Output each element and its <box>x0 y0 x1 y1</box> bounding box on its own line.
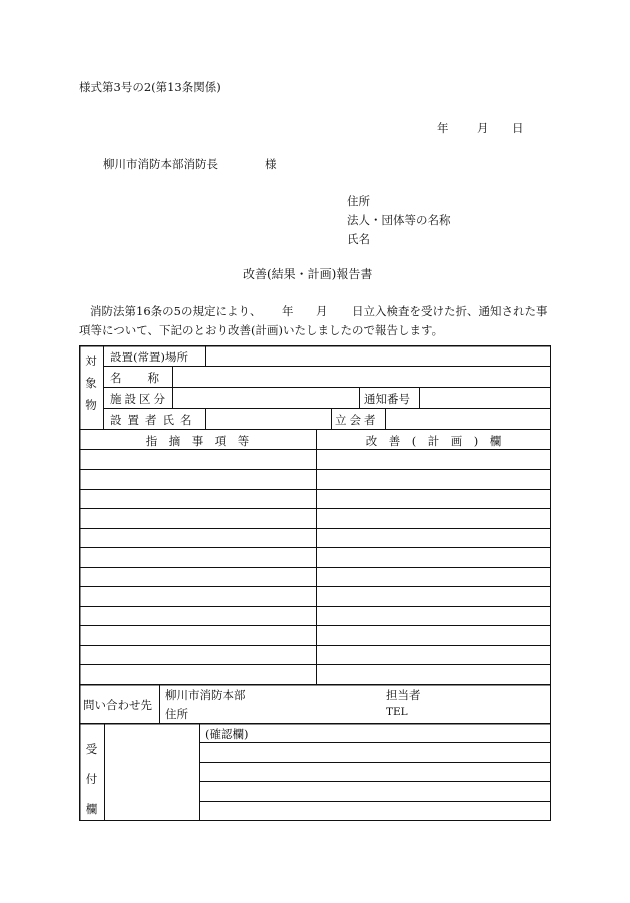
reporter-name-label: 氏名 <box>347 232 370 246</box>
body-line1-month: 月 <box>316 304 328 318</box>
reception-label <box>79 741 104 817</box>
report-form-table <box>79 345 551 821</box>
inquiry-label: 問い合わせ先 <box>83 698 152 712</box>
tel-label: TEL <box>386 706 408 718</box>
inquiry-org: 柳川市消防本部 <box>165 688 246 702</box>
date-day: 日 <box>512 121 524 135</box>
reception-label-char: 受 <box>85 742 98 756</box>
object-label-char: 対 <box>85 354 97 368</box>
body-line1-prefix: 消防法第16条の5の規定により、 <box>90 304 262 318</box>
body-line1-year: 年 <box>282 304 294 318</box>
person-label: 担当者 <box>386 688 421 702</box>
reporter-org-label: 法人・団体等の名称 <box>347 213 451 227</box>
page-title: 改善(結果・計画)報告書 <box>243 267 373 281</box>
name-label: 名 称 <box>110 371 160 385</box>
owner-label: 設置者氏名 <box>110 413 198 427</box>
reporter-address-label: 住所 <box>347 194 370 208</box>
date-month: 月 <box>477 121 489 135</box>
body-line1-suffix: 日立入検査を受けた折、通知された事 <box>352 304 548 318</box>
facility-label: 施設区分 <box>110 392 168 406</box>
addressee-honorific: 様 <box>265 157 277 171</box>
addressee-name: 柳川市消防本部消防長 <box>103 157 218 171</box>
date-year: 年 <box>437 121 449 135</box>
witness-label: 立会者 <box>335 413 379 427</box>
object-label <box>79 353 103 413</box>
inquiry-address: 住所 <box>165 707 188 721</box>
reception-label-char: 付 <box>85 772 98 786</box>
confirmation-label: (確認欄) <box>205 727 249 741</box>
notice-number-label: 通知番号 <box>364 392 410 406</box>
reception-label-char: 欄 <box>85 802 98 816</box>
object-label-char: 物 <box>85 398 97 412</box>
form-number: 様式第3号の2(第13条関係) <box>79 80 221 94</box>
location-label: 設置(常置)場所 <box>110 350 188 364</box>
object-label-char: 象 <box>85 376 97 390</box>
body-line2: 項等について、下記のとおり改善(計画)いたしましたので報告します。 <box>79 323 444 337</box>
improvement-header: 改 善 ( 計 画 ) 欄 <box>365 434 502 448</box>
findings-header: 指 摘 事 項 等 <box>145 434 250 448</box>
